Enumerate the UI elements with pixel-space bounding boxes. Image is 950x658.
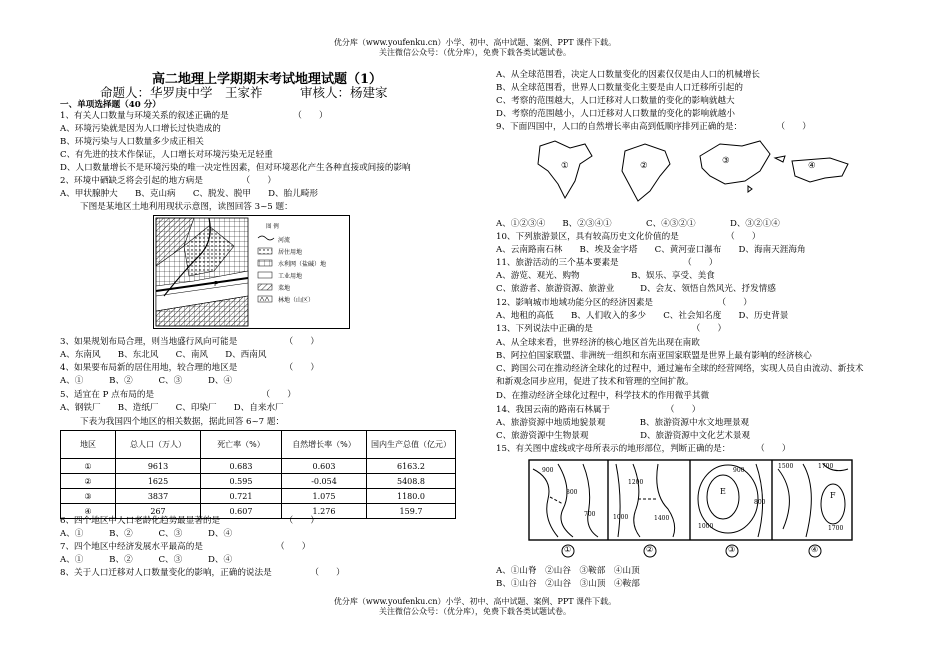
right-line: D、考察的范围越小，人口迁移对人口数量的变化的影响就越小	[496, 109, 735, 119]
table-cell: 3837	[116, 489, 201, 504]
left-line: 5、适宜在 P 点布局的是 （ ）	[60, 390, 296, 400]
table-cell: 0.607	[201, 504, 282, 519]
contour-value: 900	[542, 467, 554, 474]
legend-item: 居住用地	[278, 249, 303, 256]
country-label: ④	[808, 161, 816, 171]
land-use-map-drawing	[154, 216, 349, 328]
table-cell: ④	[61, 504, 116, 519]
contour-letter: F	[830, 491, 836, 500]
right-line: 13、下列说法中正确的是 （ ）	[496, 324, 727, 334]
table-cell: -0.054	[282, 474, 367, 489]
contour-value: 700	[584, 511, 596, 518]
right-line: 9、下面四国中，人口的自然增长率由高到低顺序排列正确的是： （ ）	[496, 122, 811, 132]
header-line-1: 优分库（www.youfenku.cn）小学、初中、高中试题、案例、PPT 课件下载。	[333, 38, 617, 47]
country-outlines	[530, 136, 860, 212]
left-line: A、① B、② C、③ D、④	[60, 376, 233, 386]
right-line: A、地租的高低 B、人们收入的多少 C、社会知名度 D、历史背景	[496, 311, 789, 321]
contour-value: 800	[754, 499, 766, 506]
legend-item: 林地（山区）	[278, 297, 315, 304]
left-line: A、东南风 B、东北风 C、南风 D、西南风	[60, 350, 267, 360]
table-cell: ②	[61, 474, 116, 489]
legend-item: 河流	[278, 237, 291, 244]
table-row	[61, 474, 456, 489]
left-line: 1、有关人口数量与环境关系的叙述正确的是 （ ）	[60, 111, 328, 121]
svg-text:图 例: 图 例	[266, 224, 279, 230]
contour-panel-label: ②	[646, 545, 654, 554]
right-line: C、考察的范围越大，人口迁移对人口数量的变化的影响就越大	[496, 96, 735, 106]
table-cell: 6163.2	[367, 459, 456, 474]
table-header: 地区	[61, 431, 116, 459]
right-line: A、①②③④ B、②③④① C、④③②① D、③②①④	[496, 219, 780, 229]
right-line: C、旅游者、旅游资源、旅游业 D、会友、领悟自然风光、抒发情感	[496, 284, 776, 294]
table-cell: 1.276	[282, 504, 367, 519]
table-cell: ③	[61, 489, 116, 504]
country-label: ①	[561, 161, 569, 171]
contour-value: 1400	[654, 515, 670, 522]
left-line: A、① B、② C、③ D、④	[60, 555, 233, 565]
region-data-table	[60, 430, 456, 519]
table-header: 死亡率（%）	[201, 431, 282, 459]
right-line: C、跨国公司在推动经济全球化的过程中，通过遍布全球的经营网络，实现人员自由流动、新技术	[496, 364, 864, 374]
table-cell: 1625	[116, 474, 201, 489]
contour-value: 1700	[818, 463, 834, 470]
table-intro: 下表为我国四个地区的相关数据，据此回答 6~7 题：	[80, 417, 285, 427]
legend-item: 工业用地	[278, 273, 303, 280]
contour-letter: E	[720, 487, 726, 496]
right-line: 和新观念同步应用，促进了技术和管理的空间扩散。	[496, 377, 694, 387]
table-cell: 0.721	[201, 489, 282, 504]
contour-value: 800	[566, 489, 578, 496]
left-line: 4、如果要布局新的居住用地，较合理的地区是 （ ）	[60, 363, 319, 373]
left-line: 7、四个地区中经济发展水平最高的是 （ ）	[60, 542, 311, 552]
left-line: A、甲状腺肿大 B、克山病 C、脱发、脱甲 D、胎儿畸形	[60, 189, 319, 199]
map-intro: 下图是某地区土地利用现状示意图，读图回答 3~5 题：	[80, 202, 293, 212]
table-header: 自然增长率（%）	[282, 431, 367, 459]
right-line: A、游览、观光、购物 B、娱乐、享受、美食	[496, 271, 715, 281]
left-line: 8、关于人口迁移对人口数量变化的影响，正确的说法是 （ ）	[60, 568, 345, 578]
table-cell: ①	[61, 459, 116, 474]
contour-value: 1200	[628, 479, 644, 486]
right-line: B、从全球范围看，世界人口数量变化主要是由人口迁移所引起的	[496, 83, 743, 93]
legend-item: 水利网（盐碱）地	[278, 261, 327, 268]
table-header: 总人口（万人）	[116, 431, 201, 459]
country-label: ③	[722, 156, 730, 166]
island-outline	[748, 186, 752, 192]
footer-line-1: 优分库（www.youfenku.cn）小学、初中、高中试题、案例、PPT 课件下载。	[333, 597, 617, 606]
table-cell: 267	[116, 504, 201, 519]
table-cell: 5408.8	[367, 474, 456, 489]
table-cell: 159.7	[367, 504, 456, 519]
table-cell: 0.683	[201, 459, 282, 474]
right-line: 11、旅游活动的三个基本要素是 （ ）	[496, 258, 718, 268]
contour-value: 1000	[698, 523, 714, 530]
contour-panel-label: ④	[811, 545, 819, 554]
right-line: A、①山脊 ②山谷 ③鞍部 ④山顶	[496, 566, 640, 576]
contour-maps-drawing	[528, 459, 853, 559]
left-line: 2、环境中硒缺乏将会引起的地方病是 （ ）	[60, 176, 277, 186]
right-line: 10、下列旅游景区，具有较高历史文化价值的是 （ ）	[496, 232, 761, 242]
svg-text:P: P	[214, 280, 219, 288]
right-line: B、①山谷 ②山谷 ③山顶 ④鞍部	[496, 579, 640, 589]
contour-value: 1700	[828, 525, 844, 532]
table-cell: 1180.0	[367, 489, 456, 504]
contour-value: 1000	[613, 514, 629, 521]
table-cell: 1.075	[282, 489, 367, 504]
right-line: 15、有关图中虚线或字母所表示的地形部位，判断正确的是： （ ）	[496, 444, 791, 454]
footer-line-2: 关注微信公众号：（优分库），免费下载各类试题试卷。	[379, 607, 571, 616]
right-line: A、旅游资源中地质地貌景观 B、旅游资源中水文地理景观	[496, 418, 750, 428]
contour-panel-label: ①	[564, 545, 572, 554]
left-line: C、有先进的技术作保证，人口增长对环境污染无足轻重	[60, 150, 273, 160]
island-outline	[775, 156, 785, 162]
right-line: C、旅游资源中生物景观 D、旅游资源中文化艺术景观	[496, 431, 751, 441]
header-line-2: 关注微信公众号：（优分库），免费下载各类试题试卷。	[379, 48, 571, 57]
left-line: 3、如果规划布局合理，则当地盛行风向可能是 （ ）	[60, 337, 319, 347]
table-row	[61, 459, 456, 474]
exam-authors: 命题人：华罗庚中学 王家祚 审核人：杨建家	[100, 85, 388, 100]
left-line: D、人口数量增长不是环境污染的唯一决定性因素，但对环境恶化产生各种直接或间接的影响	[60, 163, 411, 173]
left-line: A、钢铁厂 B、造纸厂 C、印染厂 D、自来水厂	[60, 403, 284, 413]
contour-panel-label: ③	[728, 545, 736, 554]
left-line: A、环境污染就是因为人口增长过快造成的	[60, 124, 221, 134]
contour-value: 1500	[778, 463, 794, 470]
right-line: 14、我国云南的路南石林属于 （ ）	[496, 405, 701, 415]
contour-maps	[528, 459, 853, 559]
left-line: 6、四个地区中人口老龄化趋势最显著的是 （ ）	[60, 516, 319, 526]
right-line: 12、影响城市地域功能分区的经济因素是 （ ）	[496, 298, 752, 308]
country-outline	[622, 144, 670, 201]
exam-title: 高二地理上学期期末考试地理试题（1）	[152, 72, 383, 87]
left-line: B、环境污染与人口数量多少成正相关	[60, 137, 204, 147]
legend-item: 菜地	[278, 285, 291, 292]
country-label: ②	[640, 161, 648, 171]
right-line: D、在推动经济全球化过程中，科学技术的作用微乎其微	[496, 391, 710, 401]
country-outline	[700, 141, 770, 184]
table-cell: 0.595	[201, 474, 282, 489]
country-outline	[792, 158, 848, 182]
right-line: A、从全球范围看，决定人口数量变化的因素仅仅是由人口的机械增长	[496, 70, 761, 80]
left-line: A、① B、② C、③ D、④	[60, 529, 233, 539]
table-cell: 9613	[116, 459, 201, 474]
section-heading: 一、单项选择题（40 分）	[60, 100, 161, 110]
table-cell: 0.603	[282, 459, 367, 474]
right-line: A、从全球来看，世界经济的核心地区首先出现在南欧	[496, 338, 700, 348]
right-line: A、云南路南石林 B、埃及金字塔 C、黄河壶口瀑布 D、海南天涯海角	[496, 245, 806, 255]
land-use-map	[153, 215, 350, 329]
contour-value: 900	[733, 467, 745, 474]
table-header: 国内生产总值（亿元）	[367, 431, 456, 459]
right-line: B、阿拉伯国家联盟、非洲统一组织和东南亚国家联盟是世界上最有影响的经济核心	[496, 351, 812, 361]
table-row	[61, 489, 456, 504]
